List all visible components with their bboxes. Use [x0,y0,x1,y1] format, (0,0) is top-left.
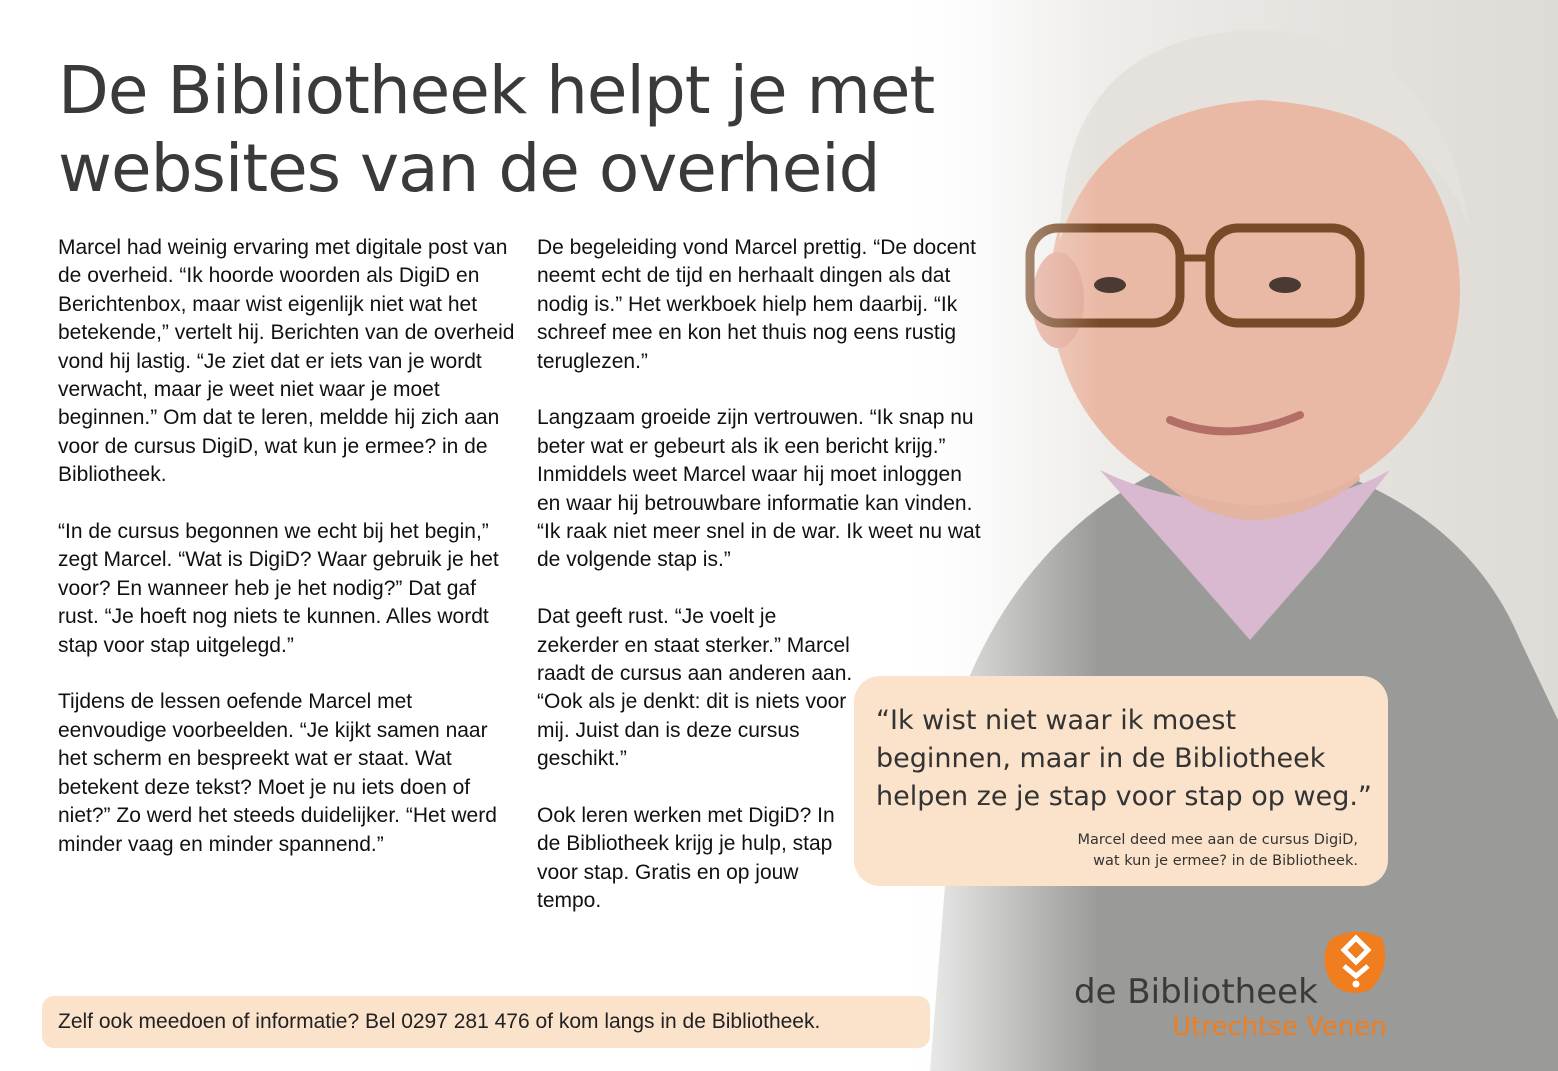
call-to-action-bar [42,996,930,1048]
quote-caption-line-2: wat kun je ermee? in de Bibliotheek. [1093,853,1358,869]
headline-line-2: websites van de overheid [58,130,880,207]
call-to-action-text: Zelf ook meedoen of informatie? Bel 0297 281 476 of kom langs in de Bibliotheek. [58,1010,821,1033]
paragraph: Langzaam groeide zijn vertrouwen. “Ik snap nu beter wat er gebeurt als ik een bericht krijg.” Inmiddels weet Marcel waar hij moet inloggen en waar hij betrouwbare informatie kan vinden. “Ik raak niet meer snel in de war. Ik weet nu wat de volgende stap is.” [537,406,981,572]
quote-caption [1077,830,1358,872]
bibliotheek-logo [1074,928,1404,1048]
paragraph: Dat geeft rust. “Je voelt je zekerder en staat sterker.” Marcel raadt de cursus aan anderen aan. “Ook als je denkt: dit is niets voor mij. Juist dan is deze cursus geschikt.” [537,605,853,771]
pull-quote: “Ik wist niet waar ik moest beginnen, maar in de Bibliotheek helpen ze je stap voor stap op weg.” [876,705,1372,812]
headline [58,52,1018,208]
quote-box [854,676,1388,886]
paragraph: Marcel had weinig ervaring met digitale post van de overheid. “Ik hoorde woorden als DigiD en Berichtenbox, maar wist eigenlijk niet wat het betekende,” vertelt hij. Berichten van de overheid vond hij lastig. “Je ziet dat er iets van je wordt verwacht, maar je weet niet waar je moet beginnen.” Om dat te leren, meldde hij zich aan voor de cursus DigiD, wat kun je ermee? in de Bibliotheek. [58,236,515,487]
paragraph: Tijdens de lessen oefende Marcel met eenvoudige voorbeelden. “Je kijkt samen naar het scherm en bespreekt wat er staat. Wat betekent deze tekst? Moet je nu iets doen of niet?” Zo werd het steeds duidelijker. “Het werd minder vaag en minder spannend.” [58,690,497,856]
headline-line-1: De Bibliotheek helpt je met [58,52,935,129]
quote-caption-line-1: Marcel deed mee aan de cursus DigiD, [1077,832,1358,848]
paragraph: De begeleiding vond Marcel prettig. “De docent neemt echt de tijd en herhaalt dingen als dat nodig is.” Het werkboek hielp hem daarbij. “Ik schreef mee en kon het thuis nog eens rustig teruglezen.” [537,236,976,373]
paragraph: “In de cursus begonnen we echt bij het begin,” zegt Marcel. “Wat is DigiD? Waar gebruik je het voor? En wanneer heb je het nodig?” Dat gaf rust. “Je hoeft nog niets te kunnen. Alles wordt stap voor stap uitgelegd.” [58,520,499,657]
logo-location: Utrechtse Venen [1172,1012,1387,1042]
bibliotheek-logo-icon [1320,928,1390,998]
logo-name: de Bibliotheek [1074,972,1318,1012]
paragraph: Ook leren werken met DigiD? In de Bibliotheek krijg je hulp, stap voor stap. Gratis en op jouw tempo. [537,804,835,913]
narrow-text-block [537,603,857,915]
article-column-1 [58,234,518,887]
